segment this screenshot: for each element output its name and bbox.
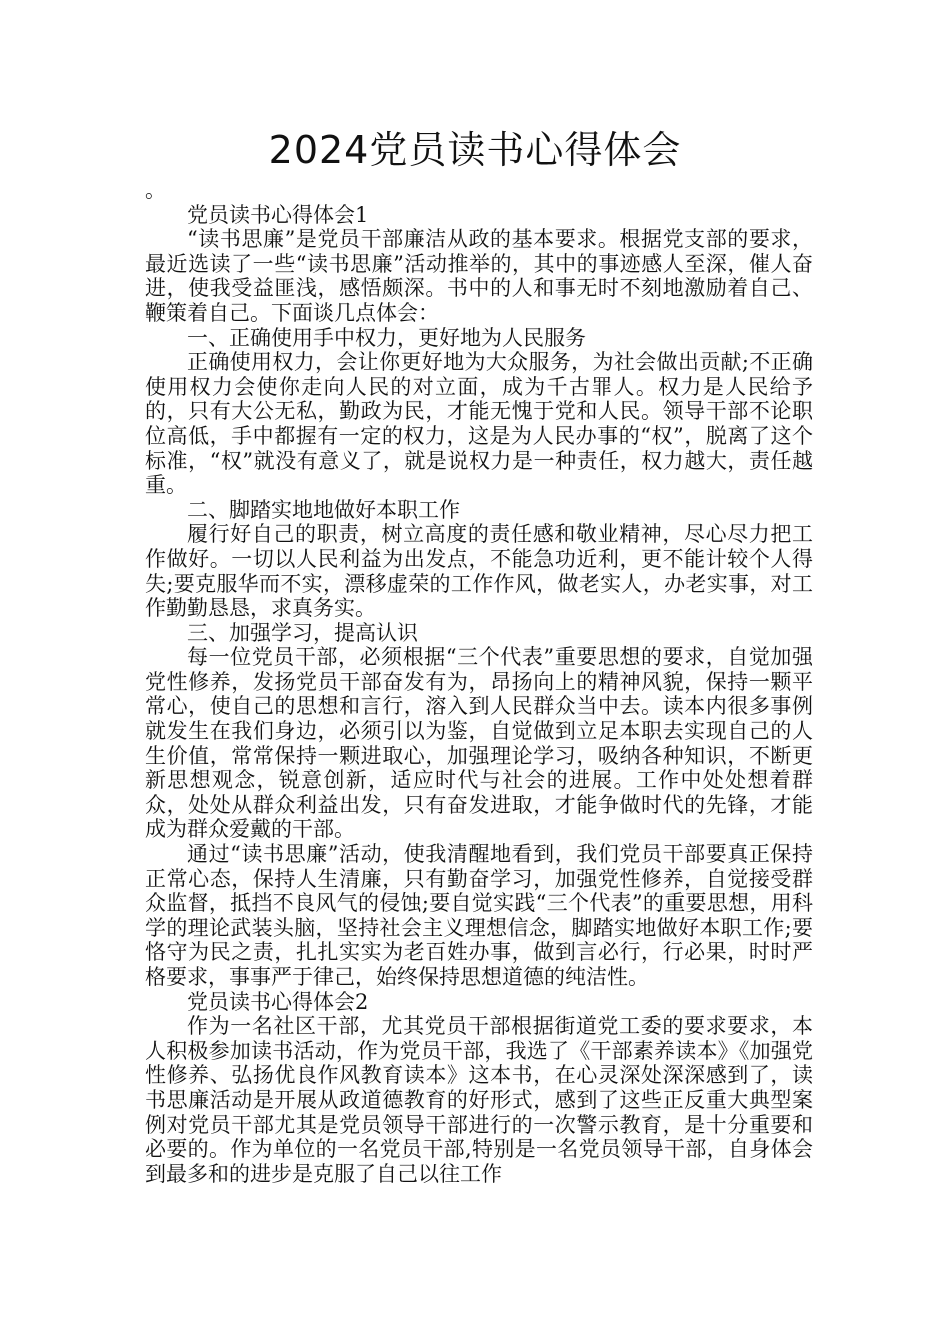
document-title: 2024党员读书心得体会 — [268, 128, 682, 172]
document-body — [145, 178, 813, 1186]
paragraph: 党员读书心得体会2 — [187, 989, 369, 1014]
paragraph: 二、脚踏实地地做好本职工作 — [187, 497, 460, 522]
paragraph: 三、加强学习，提高认识 — [187, 620, 418, 645]
paragraph: 作为一名社区干部，尤其党员干部根据街道党工委的要求要求，本人积极参加读书活动，作为党员干部，我选了《干部素养读本》《加强党性修养、弘扬优良作风教育读本》这本书，在心灵深处深深感到了，读书思廉活动是开展从政道德教育的好形式，感到了这些正反重大典型案例对党员干部尤其是党员领导干部进行的一次警示教育，是十分重要和必要的。作为单位的一名党员干部,特别是一名党员领导干部，自身体会到最多和的进步是克服了自己以往工作 — [145, 1014, 813, 1186]
paragraph: “读书思廉”是党员干部廉洁从政的基本要求。根据党支部的要求，最近选读了一些“读书思廉”活动推举的，其中的事迹感人至深，催人奋进，使我受益匪浅，感悟颇深。书中的人和事无时不刻地激励着自己、鞭策着自己。下面谈几点体会： — [145, 227, 813, 325]
paragraph: 每一位党员干部，必须根据“三个代表”重要思想的要求，自觉加强党性修养，发扬党员干部奋发有为，昂扬向上的精神风貌，保持一颗平常心，使自己的思想和言行，溶入到人民群众当中去。读本内很多事例就发生在我们身边，必须引以为鉴，自觉做到立足本职去实现自己的人生价值，常常保持一颗进取心，加强理论学习，吸纳各种知识，不断更新思想观念，锐意创新，适应时代与社会的进展。工作中处处想着群众，处处从群众利益出发，只有奋发进取，才能争做时代的先锋，才能成为群众爱戴的干部。 — [145, 645, 813, 842]
paragraph: 正确使用权力，会让你更好地为大众服务，为社会做出贡献;不正确使用权力会使你走向人民的对立面，成为千古罪人。权力是人民给予的，只有大公无私，勤政为民，才能无愧于党和人民。领导干部不论职位高低，手中都握有一定的权力，这是为人民办事的“权”，脱离了这个标准，“权”就没有意义了，就是说权力是一种责任，权力越大，责任越重。 — [145, 350, 813, 498]
paragraph: 。 — [145, 178, 166, 202]
paragraph: 一、正确使用手中权力，更好地为人民服务 — [187, 325, 586, 350]
paragraph: 通过“读书思廉”活动，使我清醒地看到，我们党员干部要真正保持正常心态，保持人生清廉，只有勤奋学习，加强党性修养，自觉接受群众监督，抵挡不良风气的侵蚀;要自觉实践“三个代表”的重要思想，用科学的理论武装头脑，坚持社会主义理想信念，脚踏实地做好本职工作;要恪守为民之责，扎扎实实为老百姓办事，做到言必行，行必果，时时严格要求，事事严于律己，始终保持思想道德的纯洁性。 — [145, 842, 813, 989]
paragraph: 履行好自己的职责，树立高度的责任感和敬业精神，尽心尽力把工作做好。一切以人民利益为出发点，不能急功近利，更不能计较个人得失;要克服华而不实，漂移虚荣的工作作风，做老实人，办老实事，对工作勤勤恳恳，求真务实。 — [145, 522, 813, 621]
paragraph: 党员读书心得体会1 — [187, 202, 369, 227]
